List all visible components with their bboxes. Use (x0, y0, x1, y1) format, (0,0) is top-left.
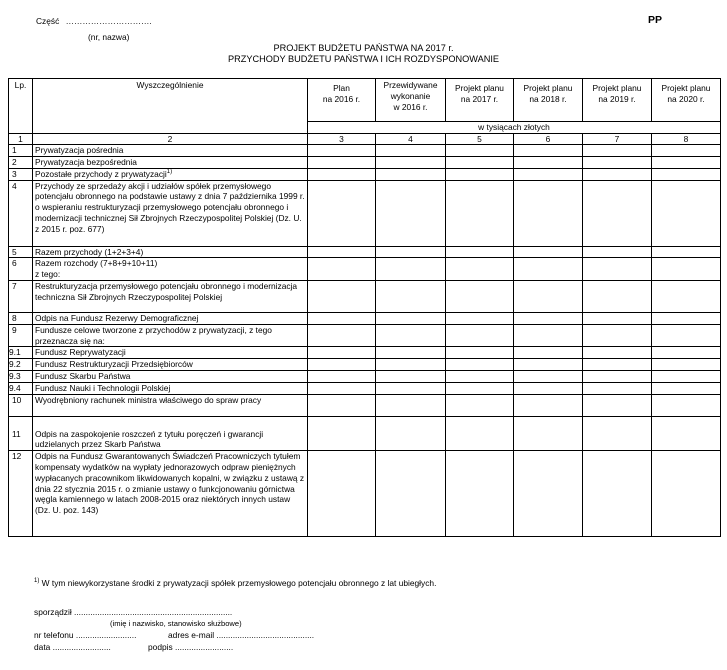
value-cell (514, 168, 583, 180)
row-lp: 4 (9, 180, 33, 246)
table-row (9, 280, 721, 312)
table-row (9, 382, 721, 394)
row-lp: 3 (9, 168, 33, 180)
value-cell (652, 382, 721, 394)
value-cell (376, 416, 446, 451)
header-row (9, 79, 721, 122)
unit-note: w tysiącach złotych (308, 122, 721, 134)
value-cell (514, 280, 583, 312)
part-label (36, 16, 152, 26)
table-row (9, 246, 721, 258)
value-cell (308, 145, 376, 157)
row-description (33, 280, 308, 312)
table-row (9, 416, 721, 451)
value-cell (514, 394, 583, 416)
value-cell (308, 246, 376, 258)
prepared-by-caption: (imię i nazwisko, stanowisko służbowe) (110, 619, 242, 628)
row-lp: 5 (9, 246, 33, 258)
value-cell (308, 168, 376, 180)
col-number: 5 (446, 134, 514, 145)
value-cell (652, 246, 721, 258)
row-description-text: Przychody ze sprzedaży akcji i udziałów spółek przemysłowego potencjału obronnego na podstawie ustawy z dnia 7 października 1999 r. o wspieraniu restrukturyzacji przemysłowego potencjału obronnego i modernizacji technicznej Sił Zbrojnych Rzeczypospolitej Polskiej (Dz. U. z 2015 r. poz. 677) (35, 180, 305, 234)
value-cell (376, 258, 446, 269)
row-description-text: Fundusz Nauki i Technologii Polskiej (35, 382, 171, 393)
row-description-text: Odpis na Fundusz Gwarantowanych Świadczeń Pracowniczych tytułem kompensaty wydatków na wypłaty jednorazowych odpraw pieniężnych wypłacanych pracownikom likwidowanych kopalni, w związku z ustawą z dnia 22 stycznia 2015 r. o zmianie ustawy o funkcjonowaniu górnictwa węgla kamiennego w latach 2008-2015 oraz niektórych innych ustaw (Dz. U. poz. 143) (35, 451, 305, 516)
value-cell (514, 347, 583, 359)
row-description-text: Odpis na zaspokojenie roszczeń z tytułu poręczeń i gwarancji udzielanych przez Skarb Państwa (35, 428, 264, 450)
row-description-text: Razem rozchody (7+8+9+10+11) (35, 258, 158, 269)
value-cell (583, 280, 652, 312)
row-description-text: Razem przychody (1+2+3+4) (35, 246, 144, 257)
value-cell (583, 347, 652, 359)
value-cell (583, 382, 652, 394)
value-cell (446, 370, 514, 382)
row-lp: 9.2 (9, 359, 33, 371)
row-lp: 9.4 (9, 382, 33, 394)
row-description (33, 416, 308, 451)
footnote-text: W tym niewykorzystane środki z prywatyzacji spółek przemysłowego potencjału obronnego z lat ubiegłych. (39, 578, 437, 588)
value-cell (583, 246, 652, 258)
value-cell (583, 145, 652, 157)
col-number: 8 (652, 134, 721, 145)
budget-table (8, 78, 721, 537)
value-cell (514, 359, 583, 371)
row-description (33, 394, 308, 416)
col-number: 3 (308, 134, 376, 145)
col-number: 7 (583, 134, 652, 145)
value-cell (308, 451, 376, 537)
value-cell (652, 180, 721, 246)
table-row (9, 156, 721, 168)
value-cell (583, 269, 652, 280)
footnote-ref: 1) (166, 168, 173, 175)
value-cell (583, 370, 652, 382)
row-description (33, 269, 308, 280)
row-description (33, 168, 308, 180)
unit-row (9, 122, 721, 134)
col-header-lp: Lp. (9, 79, 33, 122)
row-description (33, 246, 308, 258)
value-cell (583, 156, 652, 168)
col-number: 2 (33, 134, 308, 145)
value-cell (652, 145, 721, 157)
row-description-text: Fundusz Restrukturyzacji Przedsiębiorców (35, 359, 193, 370)
value-cell (308, 180, 376, 246)
value-cell (583, 359, 652, 371)
value-cell (514, 416, 583, 451)
table-row (9, 394, 721, 416)
value-cell (308, 359, 376, 371)
value-cell (652, 347, 721, 359)
value-cell (308, 370, 376, 382)
value-cell (376, 451, 446, 537)
row-lp: 10 (9, 394, 33, 416)
row-description-text: Fundusz Skarbu Państwa (35, 370, 131, 381)
value-cell (514, 258, 583, 269)
signature-field: podpis ......................... (148, 642, 234, 652)
value-cell (514, 269, 583, 280)
table-row (9, 347, 721, 359)
value-cell (308, 416, 376, 451)
value-cell (652, 451, 721, 537)
value-cell (652, 168, 721, 180)
row-description (33, 312, 308, 324)
col-header-2017: Projekt planu na 2017 r. (446, 79, 514, 122)
czesc-label: Część (36, 16, 60, 26)
value-cell (308, 156, 376, 168)
row-description (33, 370, 308, 382)
col-header-exec-2016: Przewidywane wykonanie w 2016 r. (376, 79, 446, 122)
col-header-2019: Projekt planu na 2019 r. (583, 79, 652, 122)
value-cell (514, 246, 583, 258)
phone-field: nr telefonu .......................... (34, 630, 137, 640)
row-description-text: Prywatyzacja pośrednia (35, 145, 124, 155)
value-cell (308, 382, 376, 394)
value-cell (446, 347, 514, 359)
footnote-mark: 1) (34, 578, 40, 585)
row-description (33, 324, 308, 347)
table-row (9, 324, 721, 347)
row-description-text: Fundusz Reprywatyzacji (35, 347, 126, 358)
value-cell (376, 269, 446, 280)
value-cell (446, 382, 514, 394)
value-cell (308, 312, 376, 324)
value-cell (446, 359, 514, 371)
row-lp: 8 (9, 312, 33, 324)
table-row (9, 269, 721, 280)
value-cell (583, 312, 652, 324)
email-field: adres e-mail .......................................... (168, 630, 315, 640)
value-cell (652, 156, 721, 168)
value-cell (376, 324, 446, 347)
row-description (33, 180, 308, 246)
row-lp: 9.3 (9, 370, 33, 382)
row-lp: 1 (9, 145, 33, 157)
table-row (9, 312, 721, 324)
value-cell (446, 156, 514, 168)
col-header-2020: Projekt planu na 2020 r. (652, 79, 721, 122)
value-cell (652, 312, 721, 324)
value-cell (308, 324, 376, 347)
value-cell (376, 246, 446, 258)
value-cell (446, 180, 514, 246)
row-description (33, 347, 308, 359)
row-description (33, 451, 308, 537)
value-cell (446, 324, 514, 347)
row-lp: 11 (9, 416, 33, 451)
value-cell (446, 280, 514, 312)
table-row (9, 168, 721, 180)
table-row (9, 451, 721, 537)
value-cell (376, 156, 446, 168)
table-row (9, 370, 721, 382)
value-cell (446, 269, 514, 280)
col-header-2018: Projekt planu na 2018 r. (514, 79, 583, 122)
row-lp: 6 (9, 258, 33, 269)
value-cell (308, 394, 376, 416)
value-cell (446, 168, 514, 180)
value-cell (308, 347, 376, 359)
date-field: data ......................... (34, 642, 111, 652)
table-row (9, 180, 721, 246)
row-description-text: Pozostałe przychody z prywatyzacji (35, 168, 167, 179)
row-description (33, 359, 308, 371)
row-description (33, 382, 308, 394)
table-row (9, 258, 721, 269)
value-cell (446, 416, 514, 451)
row-lp: 9 (9, 324, 33, 347)
doc-title-line2: PRZYCHODY BUDŻETU PAŃSTWA I ICH ROZDYSPONOWANIE (227, 54, 500, 64)
row-description-text: Fundusze celowe tworzone z przychodów z prywatyzacji, z tego przeznacza się na: (35, 324, 272, 346)
value-cell (514, 324, 583, 347)
row-description-text: z tego: (35, 269, 61, 280)
value-cell (376, 394, 446, 416)
form-code: PP (648, 14, 663, 26)
value-cell (652, 280, 721, 312)
value-cell (652, 416, 721, 451)
row-lp: 2 (9, 156, 33, 168)
doc-title-line1: PROJEKT BUDŻETU PAŃSTWA NA 2017 r. (273, 43, 454, 53)
czesc-dots: …………………………. (65, 16, 152, 26)
row-description (33, 145, 308, 157)
row-lp: 7 (9, 280, 33, 312)
value-cell (376, 312, 446, 324)
row-lp: 9.1 (9, 347, 33, 359)
value-cell (376, 180, 446, 246)
value-cell (376, 145, 446, 157)
value-cell (583, 416, 652, 451)
row-description (33, 156, 308, 168)
value-cell (514, 156, 583, 168)
value-cell (583, 258, 652, 269)
value-cell (652, 394, 721, 416)
row-description-text: Odpis na Fundusz Rezerwy Demograficznej (35, 312, 199, 323)
value-cell (652, 258, 721, 269)
value-cell (446, 246, 514, 258)
col-number: 6 (514, 134, 583, 145)
value-cell (583, 180, 652, 246)
table-row (9, 359, 721, 371)
value-cell (376, 382, 446, 394)
value-cell (514, 382, 583, 394)
value-cell (446, 312, 514, 324)
value-cell (376, 280, 446, 312)
value-cell (446, 394, 514, 416)
footnote (34, 578, 436, 588)
value-cell (514, 312, 583, 324)
value-cell (376, 347, 446, 359)
row-description-text: Restrukturyzacja przemysłowego potencjału obronnego i modernizacja techniczna Sił Zbrojnych Rzeczypospolitej Polskiej (35, 280, 298, 302)
value-cell (308, 280, 376, 312)
value-cell (514, 451, 583, 537)
value-cell (583, 451, 652, 537)
value-cell (376, 168, 446, 180)
value-cell (652, 324, 721, 347)
col-number: 4 (376, 134, 446, 145)
value-cell (376, 370, 446, 382)
col-header-plan-2016: Plan na 2016 r. (308, 79, 376, 122)
value-cell (514, 370, 583, 382)
value-cell (446, 258, 514, 269)
column-number-row (9, 134, 721, 145)
value-cell (446, 145, 514, 157)
value-cell (376, 359, 446, 371)
col-header-desc: Wyszczególnienie (33, 79, 308, 122)
table-row (9, 145, 721, 157)
value-cell (652, 269, 721, 280)
value-cell (583, 168, 652, 180)
row-description-text: Wyodrębniony rachunek ministra właściwego do spraw pracy (35, 394, 262, 405)
col-number: 1 (9, 134, 33, 145)
row-lp (9, 269, 33, 280)
value-cell (446, 451, 514, 537)
row-description (33, 258, 308, 269)
value-cell (583, 324, 652, 347)
part-caption: (nr, nazwa) (88, 32, 130, 42)
prepared-by-field: sporządził .................................................................... (34, 607, 233, 617)
row-description-text: Prywatyzacja bezpośrednia (35, 156, 137, 167)
value-cell (514, 145, 583, 157)
value-cell (583, 394, 652, 416)
value-cell (514, 180, 583, 246)
value-cell (308, 269, 376, 280)
value-cell (652, 370, 721, 382)
value-cell (308, 258, 376, 269)
value-cell (652, 359, 721, 371)
row-lp: 12 (9, 451, 33, 537)
